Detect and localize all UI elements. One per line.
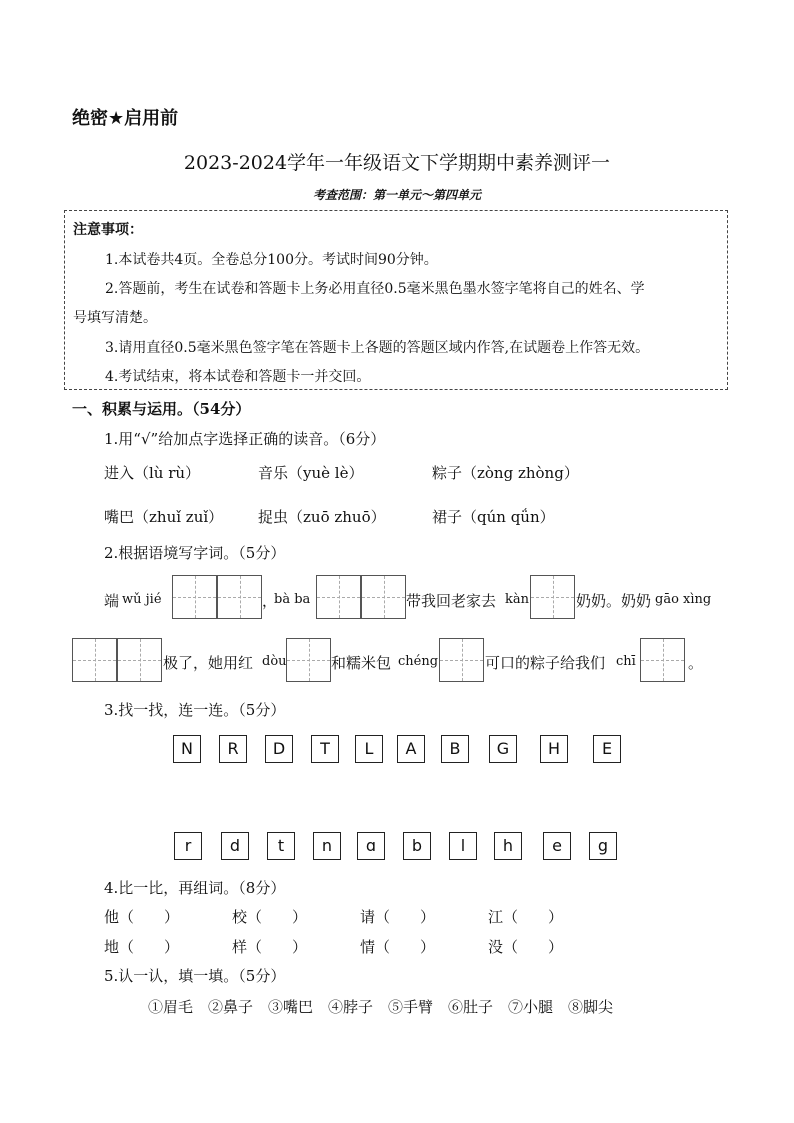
q4-item: 校（ ） xyxy=(232,908,308,926)
q2-pinyin: dòu xyxy=(262,654,287,669)
q5-items: ①眉毛 ②鼻子 ③嘴巴 ④脖子 ⑤手臂 ⑥肚子 ⑦小腿 ⑧脚尖 xyxy=(148,998,614,1016)
q2-prompt: 2.根据语境写字词。（5分） xyxy=(104,544,286,562)
lowercase-letter[interactable]: l xyxy=(449,832,477,860)
q4-item: 没（ ） xyxy=(488,938,564,956)
q2-pinyin: bà ba xyxy=(274,592,311,607)
q2-text: 。 xyxy=(688,654,704,672)
lowercase-letter[interactable]: e xyxy=(543,832,571,860)
answer-cell[interactable] xyxy=(172,575,217,619)
lowercase-letter[interactable]: r xyxy=(174,832,202,860)
q4-item: 地（ ） xyxy=(104,938,180,956)
lowercase-letter[interactable]: ɑ xyxy=(357,832,385,860)
uppercase-letter[interactable]: R xyxy=(219,735,247,763)
q2-text: 奶奶。奶奶 xyxy=(576,592,652,610)
lowercase-letter[interactable]: h xyxy=(494,832,522,860)
uppercase-letter[interactable]: B xyxy=(441,735,469,763)
answer-cell[interactable] xyxy=(439,638,484,682)
answer-cell[interactable] xyxy=(640,638,685,682)
q4-prompt: 4.比一比，再组词。（8分） xyxy=(104,879,286,897)
uppercase-letter[interactable]: L xyxy=(355,735,383,763)
q2-text: 和糯米包 xyxy=(331,654,392,672)
q2-text: 极了，她用红 xyxy=(163,654,254,672)
q2-text: 可口的粽子给我们 xyxy=(485,654,606,672)
q1-option: 裙子（qún qǘn） xyxy=(432,508,555,526)
lowercase-letter[interactable]: g xyxy=(589,832,617,860)
uppercase-letter[interactable]: H xyxy=(540,735,568,763)
lowercase-letter[interactable]: d xyxy=(221,832,249,860)
uppercase-letter[interactable]: N xyxy=(173,735,201,763)
uppercase-letter[interactable]: T xyxy=(311,735,339,763)
uppercase-letter[interactable]: G xyxy=(489,735,517,763)
q1-prompt: 1.用“√”给加点字选择正确的读音。（6分） xyxy=(104,430,386,448)
q1-option: 音乐（yuè lè） xyxy=(258,464,364,482)
lowercase-letter[interactable]: b xyxy=(403,832,431,860)
q2-pinyin: gāo xìng xyxy=(655,592,712,607)
notice-item: 号填写清楚。 xyxy=(73,310,157,326)
notice-item: 2.答题前，考生在试卷和答题卡上务必用直径0.5毫米黑色墨水签字笔将自己的姓名、学 xyxy=(105,281,645,297)
q1-option: 粽子（zòng zhòng） xyxy=(432,464,579,482)
q1-option: 进入（lù rù） xyxy=(104,464,201,482)
lowercase-letter[interactable]: n xyxy=(313,832,341,860)
q4-item: 情（ ） xyxy=(360,938,436,956)
q2-pinyin: wǔ jié xyxy=(122,592,162,607)
exam-scope: 考查范围：第一单元～第四单元 xyxy=(312,188,481,202)
q2-text: 带我回老家去 xyxy=(406,592,497,610)
q2-pinyin: kàn xyxy=(505,592,530,607)
q1-option: 嘴巴（zhuǐ zuǐ） xyxy=(104,508,224,526)
answer-cell[interactable] xyxy=(530,575,575,619)
section-1-title: 一、积累与运用。（54分） xyxy=(72,400,251,418)
secret-label: 绝密★启用前 xyxy=(72,108,179,129)
q4-item: 江（ ） xyxy=(488,908,564,926)
answer-cell[interactable] xyxy=(217,575,262,619)
q4-item: 他（ ） xyxy=(104,908,180,926)
q4-item: 样（ ） xyxy=(232,938,308,956)
answer-cell[interactable] xyxy=(361,575,406,619)
exam-title: 2023-2024学年一年级语文下学期期中素养测评一 xyxy=(183,152,611,174)
q5-prompt: 5.认一认，填一填。（5分） xyxy=(104,967,286,985)
q3-prompt: 3.找一找，连一连。（5分） xyxy=(104,701,286,719)
notice-box xyxy=(64,210,728,390)
notice-heading: 注意事项： xyxy=(73,222,143,238)
q2-text: 端 xyxy=(104,592,120,610)
q2-pinyin: chéng xyxy=(398,654,439,669)
uppercase-letter[interactable]: D xyxy=(265,735,293,763)
answer-cell[interactable] xyxy=(72,638,117,682)
q1-option: 捉虫（zuō zhuō） xyxy=(258,508,386,526)
lowercase-letter[interactable]: t xyxy=(267,832,295,860)
q2-pinyin: chī xyxy=(616,654,636,669)
notice-item: 3.请用直径0.5毫米黑色签字笔在答题卡上各题的答题区域内作答,在试题卷上作答无效。 xyxy=(105,340,650,356)
answer-cell[interactable] xyxy=(117,638,162,682)
notice-item: 4.考试结束，将本试卷和答题卡一并交回。 xyxy=(105,369,371,385)
answer-cell[interactable] xyxy=(316,575,361,619)
uppercase-letter[interactable]: A xyxy=(397,735,425,763)
notice-item: 1.本试卷共4页。全卷总分100分。考试时间90分钟。 xyxy=(105,252,438,268)
q4-item: 请（ ） xyxy=(360,908,436,926)
q2-text: ， xyxy=(262,592,278,610)
uppercase-letter[interactable]: E xyxy=(593,735,621,763)
answer-cell[interactable] xyxy=(286,638,331,682)
